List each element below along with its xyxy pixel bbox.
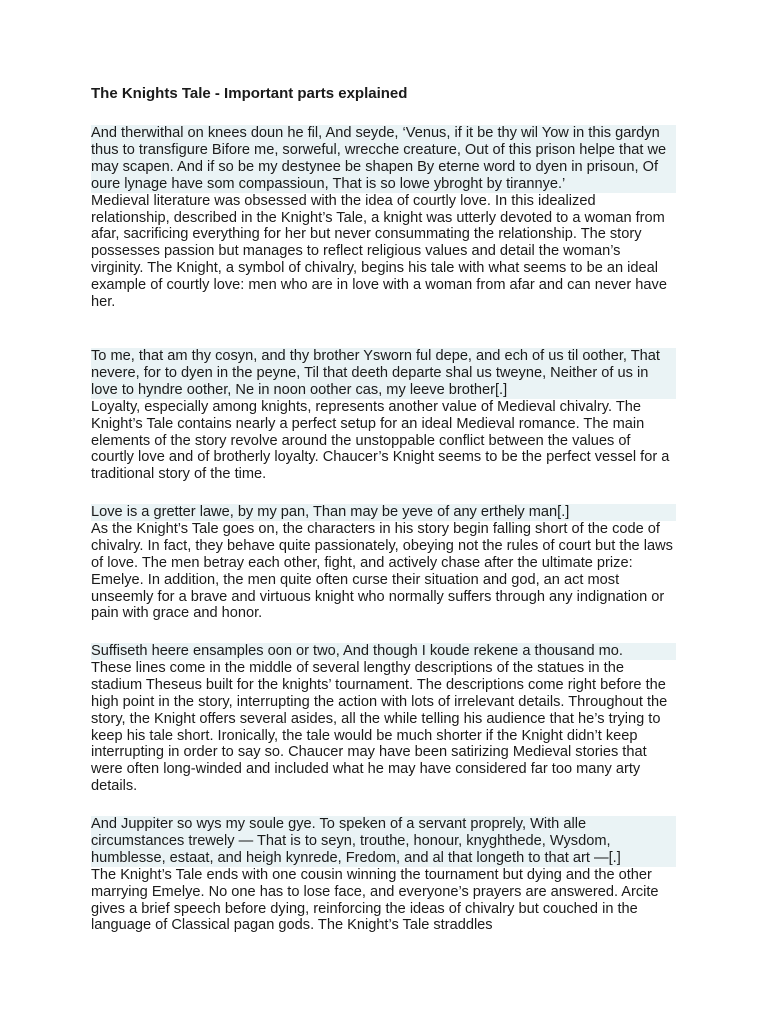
section-5 bbox=[91, 816, 676, 934]
quote-4: Suffiseth heere ensamples oon or two, And though I koude rekene a thousand mo. bbox=[91, 643, 676, 660]
quote-5: And Juppiter so wys my soule gye. To speken of a servant proprely, With alle circumstances trewely — That is to seyn, trouthe, honour, knyghthede, Wysdom, humblesse, estaat, and heigh kynrede, Fredom, and al that longeth to that art —[.] bbox=[91, 816, 676, 867]
section-1 bbox=[91, 125, 676, 311]
paragraph-3: As the Knight’s Tale goes on, the characters in his story begin falling short of the code of chivalry. In fact, they behave quite passionately, obeying not the rules of court but the laws of love. The men betray each other, fight, and actively chase after the ultimate prize: Emelye. In addition, the men quite often curse their situation and god, an act most unseemly for a brave and virtuous knight who normally suffers through any indignation or pain with grace and honor. bbox=[91, 520, 673, 622]
quote-2: To me, that am thy cosyn, and thy brother Ysworn ful depe, and ech of us til oother, That nevere, for to dyen in the peyne, Til that deeth departe shal us tweyne, Neither of us in love to hyndre oother, Ne in noon oother cas, my leeve brother[.] bbox=[91, 348, 676, 399]
quote-1: And therwithal on knees doun he fil, And seyde, ‘Venus, if it be thy wil Yow in this gardyn thus to transfigure Bifore me, sorweful, wrecche creature, Out of this prison helpe that we may scapen. And if so be my destynee be shapen By eterne word to dyen in prisoun, Of oure lynage have som compassioun, That is so lowe ybroght by tirannye.’ bbox=[91, 125, 676, 193]
section-2 bbox=[91, 348, 676, 483]
paragraph-1: Medieval literature was obsessed with the idea of courtly love. In this idealized relationship, described in the Knight’s Tale, a knight was utterly devoted to a woman from afar, sacrificing everything for her but never consummating the relationship. The story possesses passion but manages to reflect religious values and detail the woman’s virginity. The Knight, a symbol of chivalry, begins his tale with what seems to be an ideal example of courtly love: men who are in love with a woman from afar and can never have her. bbox=[91, 192, 667, 311]
page-title: The Knights Tale - Important parts explained bbox=[91, 85, 408, 102]
section-4 bbox=[91, 643, 676, 795]
paragraph-4: These lines come in the middle of several lengthy descriptions of the statues in the stadium Theseus built for the knights’ tournament. The descriptions come right before the high point in the story, interrupting the action with lots of irrelevant details. Throughout the story, the Knight offers several asides, all the while telling his audience that he’s trying to keep his tale short. Ironically, the tale would be much shorter if the Knight didn’t keep interrupting in order to say so. Chaucer may have been satirizing Medieval stories that were often long-winded and included what he may have considered far too many arty details. bbox=[91, 659, 668, 795]
paragraph-2: Loyalty, especially among knights, represents another value of Medieval chivalry. The Knight’s Tale contains nearly a perfect setup for an ideal Medieval romance. The main elements of the story revolve around the unstoppable conflict between the values of courtly love and of brotherly loyalty. Chaucer’s Knight seems to be the perfect vessel for a traditional story of the time. bbox=[91, 398, 670, 483]
quote-3: Love is a gretter lawe, by my pan, Than may be yeve of any erthely man[.] bbox=[91, 504, 676, 521]
section-3 bbox=[91, 504, 676, 622]
paragraph-5: The Knight’s Tale ends with one cousin winning the tournament but dying and the other marrying Emelye. No one has to lose face, and everyone’s prayers are answered. Arcite gives a brief speech before dying, reinforcing the ideas of chivalry but couched in the language of Classical pagan gods. The Knight’s Tale straddles bbox=[91, 866, 659, 934]
